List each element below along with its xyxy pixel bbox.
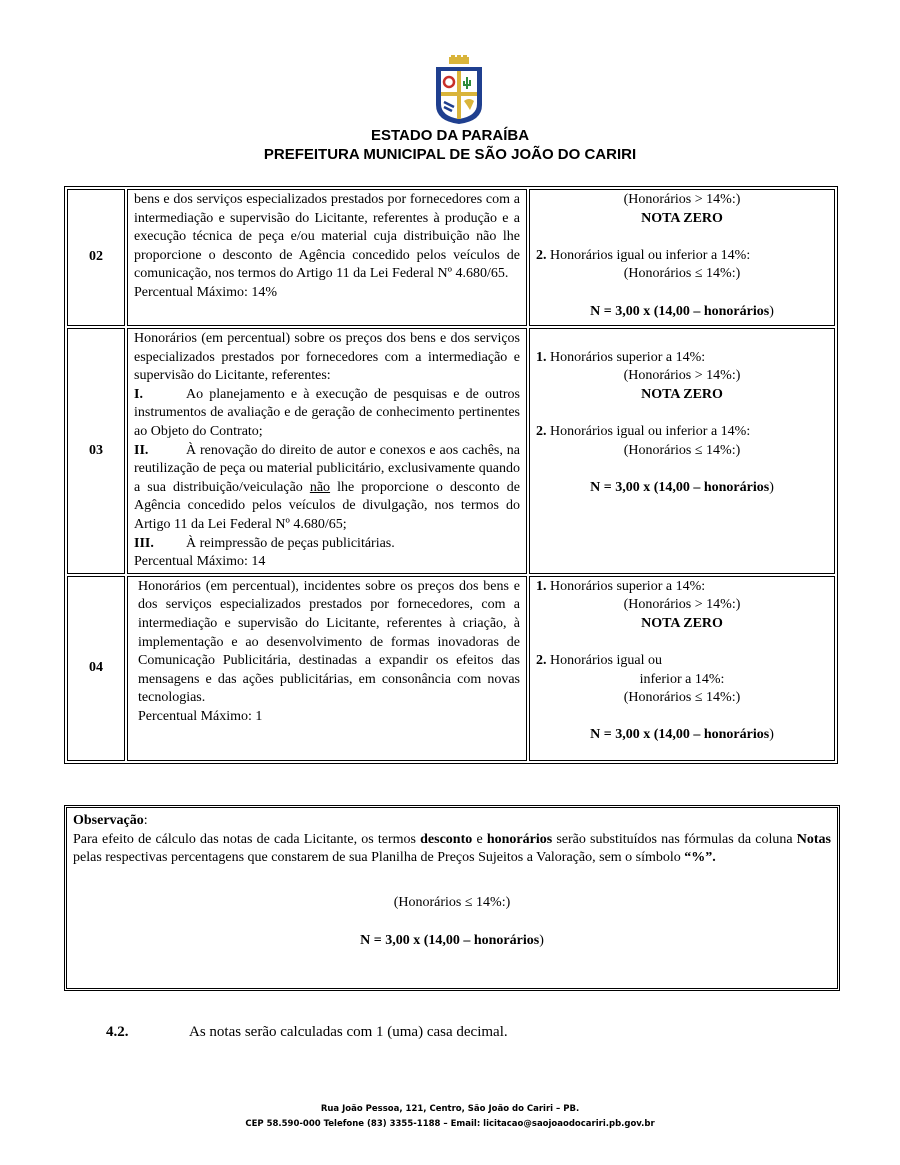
rule-2: 2. Honorários igual ou <box>536 653 662 669</box>
table-row <box>67 576 835 761</box>
row-description <box>127 328 527 574</box>
row-description <box>127 189 527 326</box>
criteria-table <box>64 186 838 764</box>
max-percent: Percentual Máximo: 14 <box>134 554 266 570</box>
row-score <box>529 328 835 574</box>
item-i: I. Ao planejamento e à execução de pesquisas e de outros instrumentos de avaliação e de geração de conhecimento pertinentes ao Objeto do Contrato; <box>134 386 520 439</box>
footer-contact: CEP 58.590-000 Telefone (83) 3355-1188 – Email: licitacao@saojoaodocariri.pb.gov.br <box>245 1119 655 1129</box>
zero-score: NOTA ZERO <box>641 386 723 402</box>
observation-formula: N = 3,00 x (14,00 – honorários) <box>360 933 544 949</box>
row-description <box>127 576 527 761</box>
description-text: Honorários (em percentual), incidentes sobre os preços dos bens e dos serviços especializados prestados por fornecedores, com a intermediação e supervisão do Licitante, referentes à criação, à implementação e ao desenvolvimento de formas inovadoras de Comunicação Publicitária, destinadas a expandir os efeitos das mensagens e das ações publicitárias, em consonância com novas tecnologias. <box>138 578 520 706</box>
rule-2-continuation: inferior a 14%: <box>639 671 725 687</box>
table-row <box>67 328 835 574</box>
max-percent: Percentual Máximo: 14% <box>134 284 278 300</box>
municipal-crest-logo <box>432 55 486 125</box>
rule-1: 1. Honorários superior a 14%: <box>536 578 706 594</box>
score-formula: N = 3,00 x (14,00 – honorários) <box>590 479 774 495</box>
section-number: 4.2. <box>106 1024 129 1040</box>
item-iii: III. À reimpressão de peças publicitárias. <box>134 535 395 551</box>
observation-title: Observação: <box>73 813 148 828</box>
score-formula: N = 3,00 x (14,00 – honorários) <box>590 303 774 319</box>
max-percent: Percentual Máximo: 1 <box>138 708 263 724</box>
zero-score: NOTA ZERO <box>641 615 723 631</box>
rule-2: 2. Honorários igual ou inferior a 14%: <box>536 247 751 263</box>
table-row <box>67 189 835 326</box>
description-intro: Honorários (em percentual) sobre os preços dos bens e dos serviços especializados prestados por fornecedores com a intermediação e supervisão do Licitante, referentes: <box>134 331 520 384</box>
observation-condition: (Honorários ≤ 14%:) <box>393 894 511 910</box>
row-score <box>529 576 835 761</box>
condition-below: (Honorários ≤ 14%:) <box>623 266 741 282</box>
condition-below: (Honorários ≤ 14%:) <box>623 690 741 706</box>
observation-text: Para efeito de cálculo das notas de cada Licitante, os termos desconto e honorários serão substituídos nas fórmulas da coluna Notas pelas respectivas percentagens que constarem de sua Planilha de Preços Sujeitos a Valoração, sem o símbolo “%”. <box>73 831 832 866</box>
rule-2: 2. Honorários igual ou inferior a 14%: <box>536 423 751 439</box>
row-score <box>529 189 835 326</box>
municipality-heading: PREFEITURA MUNICIPAL DE SÃO JOÃO DO CARIRI <box>263 146 637 163</box>
state-heading: ESTADO DA PARAÍBA <box>370 127 530 144</box>
footer-address: Rua João Pessoa, 121, Centro, São João do Cariri – PB. <box>320 1104 580 1114</box>
item-ii: II. À renovação do direito de autor e conexos e aos cachês, na reutilização de peça ou material publicitário, exclusivamente quando a sua distribuição/veiculação não lhe proporcione o desconto de Agência concedido pelos veículos de divulgação, nos termos do Artigo 11 da Lei Federal Nº 4.680/65; <box>134 442 520 532</box>
score-formula: N = 3,00 x (14,00 – honorários) <box>590 727 774 743</box>
condition-below: (Honorários ≤ 14%:) <box>623 442 741 458</box>
observation-box <box>64 805 840 991</box>
condition-above: (Honorários > 14%:) <box>623 368 741 384</box>
condition-above: (Honorários > 14%:) <box>623 597 741 613</box>
zero-score: NOTA ZERO <box>641 210 723 226</box>
rule-1: 1. Honorários superior a 14%: <box>536 349 706 365</box>
row-number: 03 <box>67 328 125 574</box>
row-number: 02 <box>67 189 125 326</box>
section-text: As notas serão calculadas com 1 (uma) casa decimal. <box>189 1024 508 1040</box>
condition-above: (Honorários > 14%:) <box>623 192 741 207</box>
description-text: bens e dos serviços especializados prestados por fornecedores com a intermediação e supervisão do Licitante, referentes à produção e a execução técnica de peça e/ou material cuja distribuição não lhe proporcione o desconto de Agência concedido pelos veículos de comunicação, nos termos do Artigo 11 da Lei Federal Nº 4.680/65. <box>134 192 520 282</box>
row-number: 04 <box>67 576 125 761</box>
